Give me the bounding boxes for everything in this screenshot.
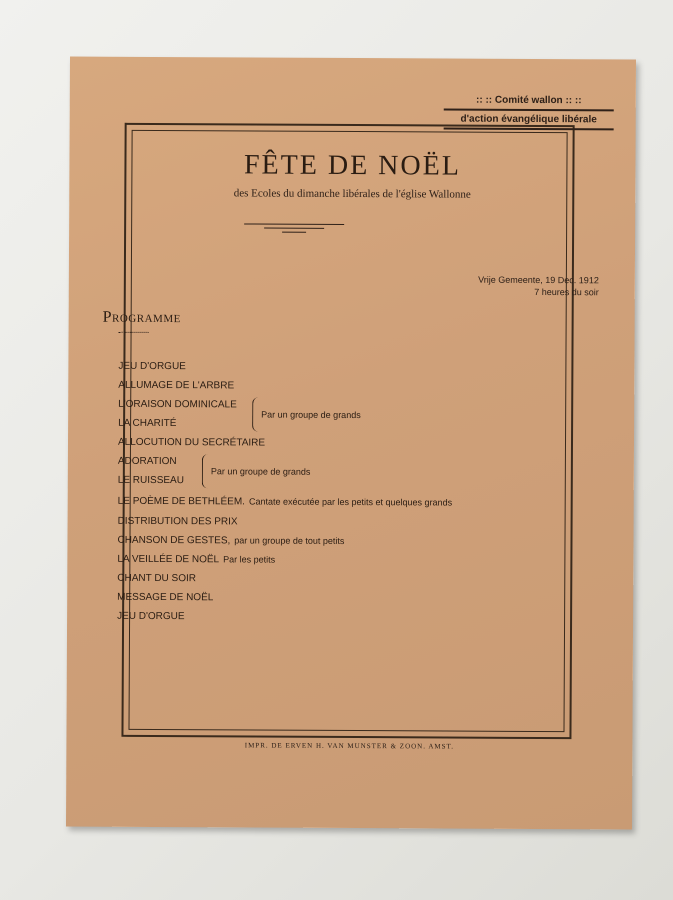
programme-sheet <box>66 57 636 830</box>
programme-item-label: JEU D'ORGUE <box>117 610 185 623</box>
programme-item <box>117 588 507 609</box>
programme-item <box>118 452 508 473</box>
comite-line-2: d'action évangélique libérale <box>444 108 614 130</box>
programme-item <box>118 376 508 397</box>
programme-item-label: DISTRIBUTION DES PRIX <box>117 515 238 528</box>
programme-item-label: CHANSON DE GESTES, <box>117 534 231 547</box>
programme-item-label: MESSAGE DE NOËL <box>117 591 214 604</box>
programme-rule <box>119 332 149 333</box>
venue-time: 7 heures du soir <box>534 286 599 298</box>
brace-1 <box>252 397 259 431</box>
programme-item-label: CHANT DU SOIR <box>117 572 197 585</box>
brace-note-2: Par un groupe de grands <box>210 466 311 477</box>
comite-line-1: :: :: Comité wallon :: :: <box>475 94 582 107</box>
venue-info <box>478 274 599 299</box>
programme-item-note: par un groupe de tout petits <box>234 535 345 546</box>
brace-note-1: Par un groupe de grands <box>261 409 361 421</box>
venue-date: Vrije Gemeente, 19 Dec. 1912 <box>478 274 599 286</box>
programme-item <box>117 607 507 628</box>
programme-item <box>118 433 508 454</box>
page-title: FÊTE DE NOËL <box>243 149 461 182</box>
programme-item <box>118 357 508 378</box>
programme-item-label: LE POÈME DE BETHLÉEM. <box>117 495 245 508</box>
programme-item <box>118 512 508 533</box>
programme-item <box>117 550 507 571</box>
programme-item-label: LA CHARITÉ <box>118 417 177 430</box>
programme-item-label: LA VEILLÉE DE NOËL <box>117 553 220 566</box>
programme-item-label: JEU D'ORGUE <box>118 360 186 373</box>
programme-item <box>117 531 507 552</box>
programme-item-note: Cantate exécutée par les petits et quelques grands <box>248 496 453 508</box>
imprint: IMPR. DE ERVEN H. VAN MUNSTER & ZOON. AMST. <box>244 741 455 751</box>
programme-item-label: ALLOCUTION DU SECRÉTAIRE <box>117 436 266 449</box>
programme-item-note: Par les petits <box>223 554 276 565</box>
programme-item-label: ALLUMAGE DE L'ARBRE <box>118 379 235 392</box>
brace-2 <box>202 454 209 488</box>
programme-heading: Programme <box>102 308 181 327</box>
programme-item <box>118 471 508 492</box>
comite-header <box>444 94 614 130</box>
ornament-divider <box>244 223 344 236</box>
programme-item-label: LE RUISSEAU <box>117 474 184 487</box>
programme-item <box>118 490 508 514</box>
programme-item <box>117 569 507 590</box>
programme-item-label: L'ORAISON DOMINICALE <box>118 398 237 411</box>
subtitle: des Ecoles du dimanche libérales de l'église Wallonne <box>233 187 471 201</box>
programme-list <box>117 357 508 628</box>
programme-item-label: ADORATION <box>117 455 177 468</box>
